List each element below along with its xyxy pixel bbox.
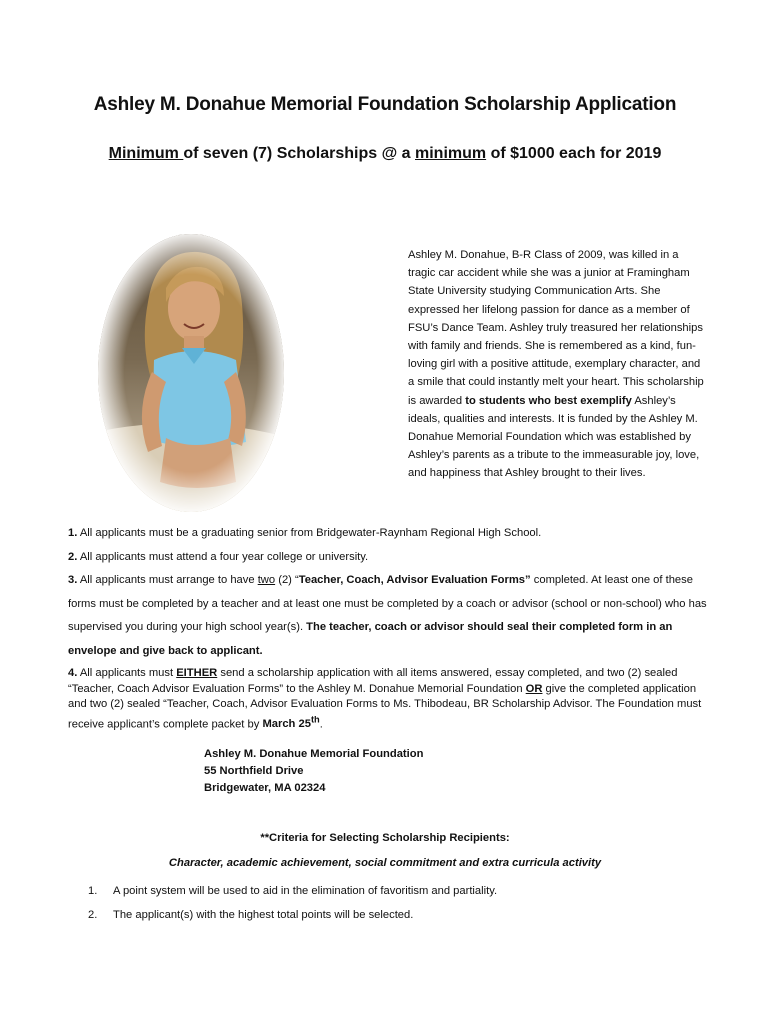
rule-4-deadline bbox=[262, 714, 320, 731]
eligibility-rules bbox=[68, 522, 708, 733]
rule-4-text-a: All applicants must bbox=[77, 667, 177, 679]
list-item bbox=[88, 880, 497, 904]
rule-3 bbox=[68, 569, 708, 663]
subtitle-minimum-2: minimum bbox=[415, 145, 487, 162]
address-line-1: Ashley M. Donahue Memorial Foundation bbox=[204, 748, 424, 760]
criteria-list bbox=[88, 880, 497, 927]
rule-1-number: 1. bbox=[68, 527, 78, 539]
page-title: Ashley M. Donahue Memorial Foundation Scholarship Application bbox=[93, 94, 677, 115]
rule-3-two: two bbox=[257, 574, 276, 586]
rule-4-either: EITHER bbox=[176, 667, 218, 679]
criteria-heading: **Criteria for Selecting Scholarship Recipients: bbox=[260, 832, 510, 844]
criteria-item-number: 2. bbox=[88, 908, 98, 921]
criteria-item-text: A point system will be used to aid in the elimination of favoritism and partiality. bbox=[113, 885, 498, 897]
subtitle-text-2: of $1000 each for 2019 bbox=[486, 145, 662, 162]
rule-4-date-suffix: th bbox=[310, 714, 320, 725]
rule-2 bbox=[68, 546, 708, 570]
bio-text-2: Ashley’s ideals, qualities and interests. It is funded by the Ashley M. Donahue Memorial Foundation which was established by Ashley’s parents as a tribute to the immeasurable joy, love, and happiness that Ashley brought to their lives. bbox=[408, 394, 700, 480]
list-item bbox=[88, 904, 497, 928]
rule-4-text-b: send a scholarship application with all items answered, essay completed, and two (2) sealed “Teacher, Coach Advisor Evaluation Forms” to the Ashley M. Donahue Memorial Foundation bbox=[68, 667, 678, 695]
address-line-3: Bridgewater, MA 02324 bbox=[204, 782, 326, 795]
rule-2-number: 2. bbox=[68, 550, 78, 563]
page-subtitle bbox=[0, 145, 770, 163]
rule-3-number: 3. bbox=[68, 574, 78, 586]
memorial-bio bbox=[408, 246, 708, 483]
rule-4-end: . bbox=[319, 718, 323, 731]
rule-2-text: All applicants must attend a four year college or university. bbox=[77, 550, 369, 563]
rule-1-text: All applicants must be a graduating senior from Bridgewater-Raynham Regional High School. bbox=[77, 527, 542, 539]
memorial-photo bbox=[96, 232, 286, 514]
criteria-subheading: Character, academic achievement, social commitment and extra curricula activity bbox=[168, 857, 602, 869]
rule-4-number: 4. bbox=[68, 667, 78, 679]
subtitle-minimum-1: Minimum bbox=[108, 145, 184, 162]
criteria-item-number: 1. bbox=[88, 885, 98, 897]
bio-text-1: Ashley M. Donahue, B-R Class of 2009, was killed in a tragic car accident while she was a junior at Framingham State University studying Communication Arts. She expressed her lifelong passion for dance as a member of FSU’s Dance Team. Ashley truly treasured her relationships with family and friends. She is remembered as a kind, fun-loving girl with a positive attitude, exemplary character, and a smile that could instantly melt your heart. This scholarship is awarded bbox=[408, 249, 704, 407]
rule-3-emphasis: The teacher, coach or advisor should seal their completed form in an envelope and give back to applicant. bbox=[68, 621, 673, 657]
rule-1 bbox=[68, 522, 708, 546]
rule-3-forms: Teacher, Coach, Advisor Evaluation Forms” bbox=[298, 574, 531, 586]
rule-4-or: OR bbox=[525, 682, 543, 695]
rule-3-text-b: (2) “ bbox=[275, 574, 299, 586]
rule-4-text-c: give the completed application and two (2) sealed “Teacher, Coach, Advisor Evaluation Forms to Ms. Thibodeau, BR Scholarship Advisor. The Foundation must receive applicant’s complete packet by bbox=[68, 682, 702, 731]
rule-4-date: March 25 bbox=[262, 718, 311, 731]
rule-3-text-c: completed. At least one of these forms must be completed by a teacher and at least one must be completed by a coach or advisor (school or non-school) who has supervised you during your high school year(s). bbox=[68, 574, 707, 633]
mailing-address bbox=[204, 746, 423, 798]
address-line-2: 55 Northfield Drive bbox=[204, 765, 304, 778]
rule-3-text-a: All applicants must arrange to have bbox=[77, 574, 258, 586]
bio-emphasis: to students who best exemplify bbox=[465, 394, 632, 407]
rule-4 bbox=[68, 666, 708, 733]
criteria-item-text: The applicant(s) with the highest total points will be selected. bbox=[113, 908, 414, 921]
subtitle-text-1: of seven (7) Scholarships @ a bbox=[183, 145, 415, 162]
